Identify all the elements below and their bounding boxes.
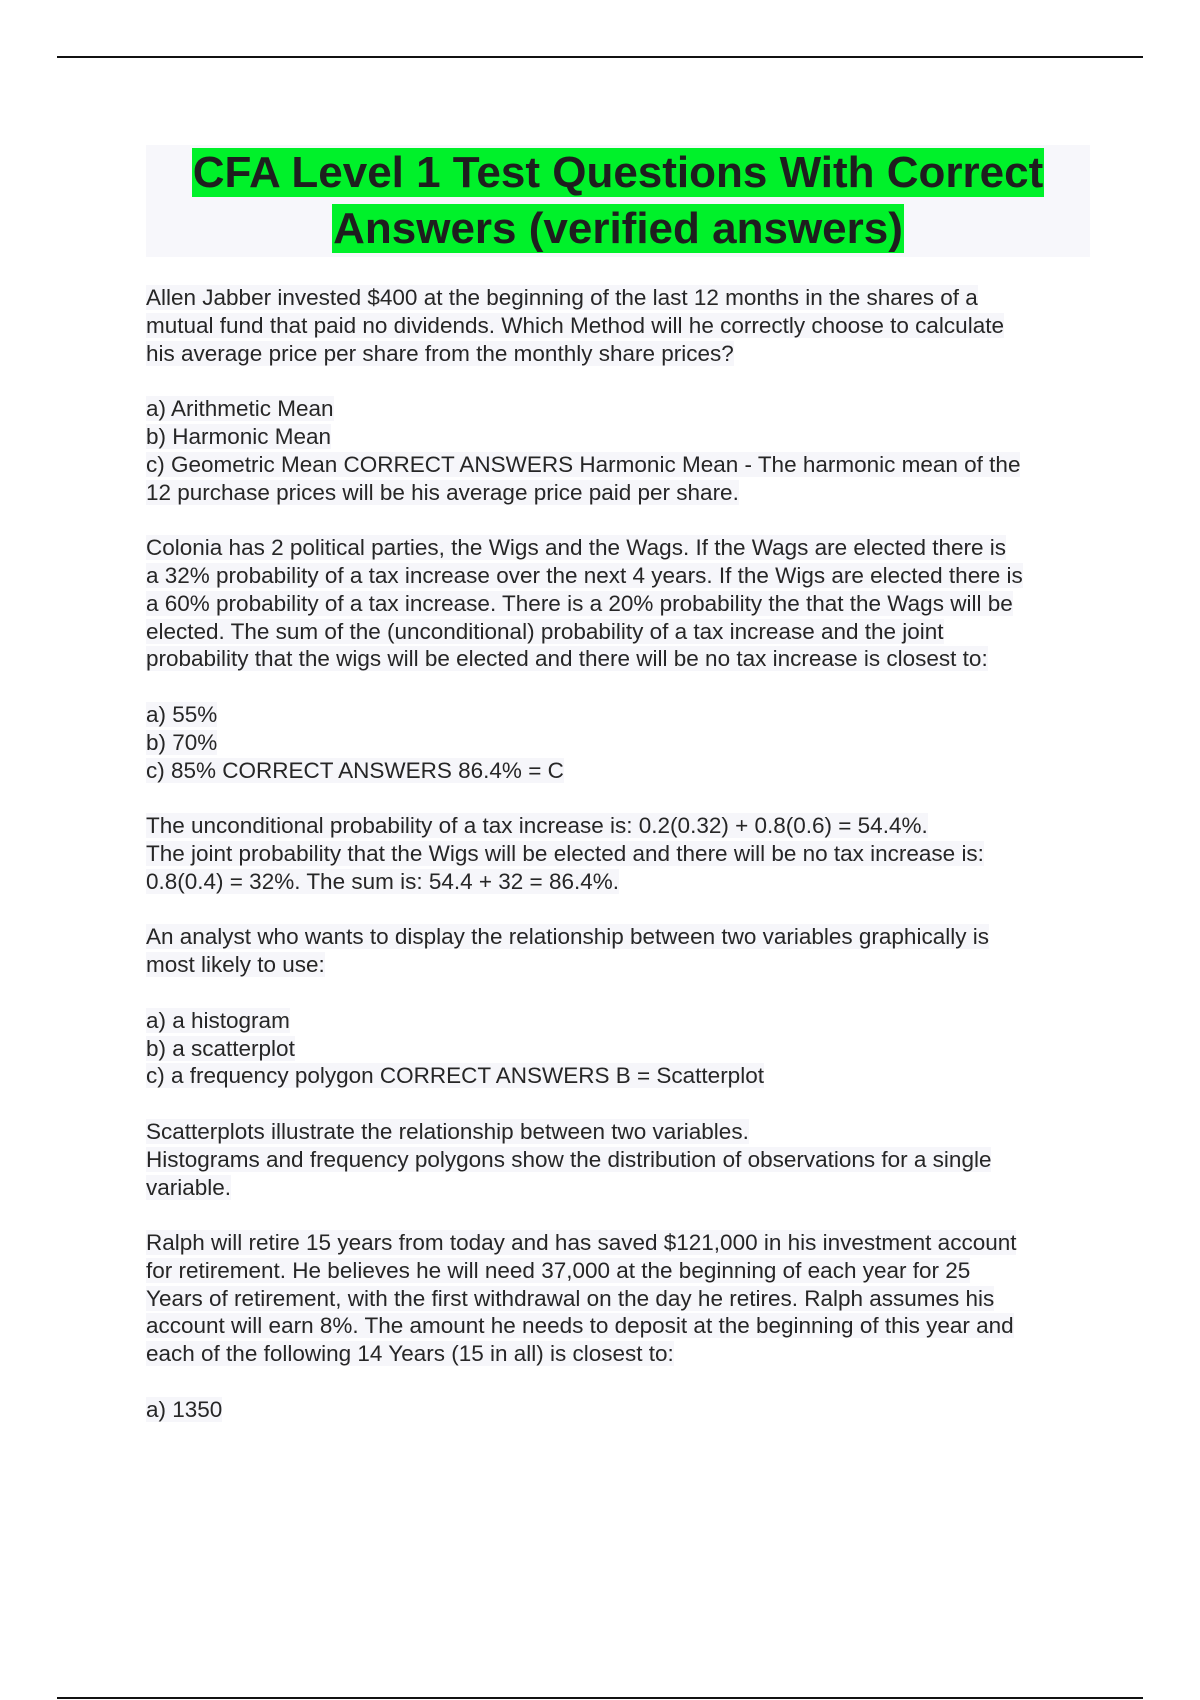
text-line — [146, 1257, 1096, 1285]
text-line-content: Scatterplots illustrate the relationship between two variables. — [146, 1118, 749, 1144]
text-line — [146, 451, 1096, 479]
text-line-content: a) 1350 — [146, 1396, 223, 1422]
top-rule — [57, 56, 1143, 58]
text-line — [146, 1118, 1096, 1146]
text-line — [146, 701, 1096, 729]
text-line — [146, 312, 1096, 340]
paragraph — [146, 812, 1096, 895]
text-line-content: a 60% probability of a tax increase. There is a 20% probability the that the Wags will be — [146, 590, 1013, 616]
text-line — [146, 534, 1096, 562]
text-line — [146, 868, 1096, 896]
paragraph — [146, 1007, 1096, 1090]
text-line — [146, 1229, 1096, 1257]
text-line-content: a) Arithmetic Mean — [146, 396, 334, 422]
title-line-1: CFA Level 1 Test Questions With Correct — [192, 148, 1044, 197]
text-line — [146, 645, 1096, 673]
text-line-content: Allen Jabber invested $400 at the beginning of the last 12 months in the shares of a — [146, 285, 978, 310]
title-line-2: Answers (verified answers) — [333, 204, 903, 253]
text-line-content: Histograms and frequency polygons show the distribution of observations for a single — [146, 1146, 992, 1172]
paragraph — [146, 1396, 1096, 1424]
text-line — [146, 395, 1096, 423]
text-line-content: c) Geometric Mean CORRECT ANSWERS Harmonic Mean - The harmonic mean of the — [146, 451, 1021, 477]
text-line-content: mutual fund that paid no dividends. Which Method will he correctly choose to calculate — [146, 312, 1004, 338]
text-line — [146, 562, 1096, 590]
paragraph — [146, 923, 1096, 979]
text-line-content: variable. — [146, 1174, 232, 1200]
text-line — [146, 812, 1096, 840]
text-line — [146, 729, 1096, 757]
text-line-content: c) 85% CORRECT ANSWERS 86.4% = C — [146, 757, 564, 783]
text-line — [146, 951, 1096, 979]
text-line-content: 0.8(0.4) = 32%. The sum is: 54.4 + 32 = 86.4%. — [146, 868, 619, 894]
text-line — [146, 340, 1096, 368]
text-line-content: c) a frequency polygon CORRECT ANSWERS B = Scatterplot — [146, 1063, 764, 1089]
text-line-content: Colonia has 2 political parties, the Wigs and the Wags. If the Wags are elected there is — [146, 535, 1007, 561]
text-line — [146, 423, 1096, 451]
text-line — [146, 923, 1096, 951]
text-line — [146, 1007, 1096, 1035]
text-line-content: a) 55% — [146, 701, 218, 727]
text-line — [146, 840, 1096, 868]
text-line-content: account will earn 8%. The amount he needs to deposit at the beginning of this year and — [146, 1313, 1014, 1339]
text-line — [146, 479, 1096, 507]
text-line-content: probability that the wigs will be elected and there will be no tax increase is closest to: — [146, 646, 988, 672]
text-line-content: each of the following 14 Years (15 in all) is closest to: — [146, 1341, 674, 1367]
document-body — [146, 284, 1096, 1451]
text-line-content: b) a scatterplot — [146, 1035, 295, 1061]
document-title — [146, 145, 1090, 257]
text-line — [146, 1340, 1096, 1368]
paragraph — [146, 395, 1096, 506]
text-line — [146, 618, 1096, 646]
text-line-content: most likely to use: — [146, 952, 325, 978]
text-line — [146, 1285, 1096, 1313]
text-line — [146, 1174, 1096, 1202]
text-line-content: elected. The sum of the (unconditional) probability of a tax increase and the joint — [146, 618, 944, 644]
text-line-content: Years of retirement, with the first withdrawal on the day he retires. Ralph assumes his — [146, 1285, 995, 1311]
text-line-content: b) 70% — [146, 729, 218, 755]
text-line — [146, 1062, 1096, 1090]
bottom-rule — [57, 1697, 1143, 1699]
text-line — [146, 1312, 1096, 1340]
text-line-content: The joint probability that the Wigs will be elected and there will be no tax increase is: — [146, 840, 984, 866]
paragraph — [146, 1229, 1096, 1368]
paragraph — [146, 534, 1096, 673]
text-line-content: Ralph will retire 15 years from today and has saved $121,000 in his investment account — [146, 1230, 1017, 1256]
text-line-content: for retirement. He believes he will need 37,000 at the beginning of each year for 25 — [146, 1257, 971, 1283]
text-line — [146, 284, 1096, 312]
text-line-content: 12 purchase prices will be his average price paid per share. — [146, 479, 739, 505]
paragraph — [146, 284, 1096, 367]
text-line-content: b) Harmonic Mean — [146, 423, 332, 449]
paragraph — [146, 1118, 1096, 1201]
text-line-content: his average price per share from the monthly share prices? — [146, 340, 734, 366]
text-line-content: a 32% probability of a tax increase over the next 4 years. If the Wigs are elected there is — [146, 562, 1023, 588]
text-line-content: An analyst who wants to display the relationship between two variables graphically is — [146, 924, 989, 950]
paragraph — [146, 701, 1096, 784]
text-line — [146, 590, 1096, 618]
text-line-content: a) a histogram — [146, 1007, 290, 1033]
text-line — [146, 1396, 1096, 1424]
document-title-block — [146, 145, 1090, 257]
text-line — [146, 757, 1096, 785]
text-line — [146, 1035, 1096, 1063]
text-line — [146, 1146, 1096, 1174]
text-line-content: The unconditional probability of a tax increase is: 0.2(0.32) + 0.8(0.6) = 54.4%. — [146, 813, 928, 839]
